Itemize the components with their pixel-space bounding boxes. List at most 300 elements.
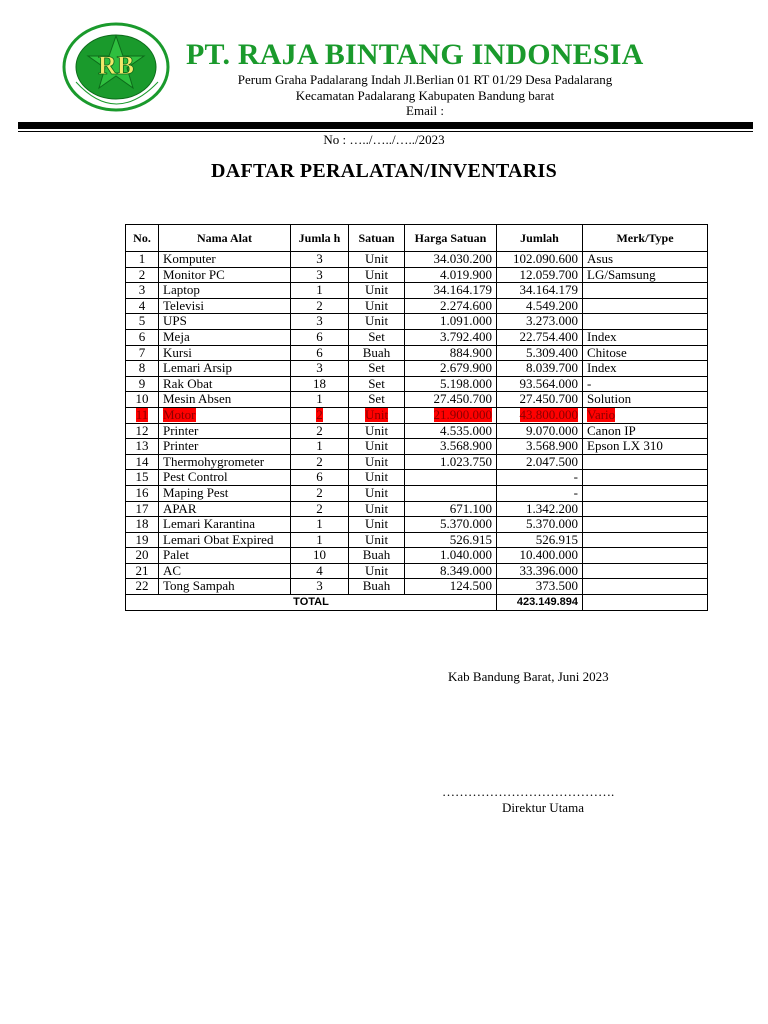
cell-nama-alat (159, 423, 291, 439)
document-title: DAFTAR PERALATAN/INVENTARIS (210, 160, 558, 182)
cell-merk-type (583, 485, 708, 501)
cell-jumlah (497, 470, 583, 486)
cell-jumlah-qty (291, 517, 349, 533)
header-jumlah-qty: Jumla h (291, 225, 349, 252)
cell-harga-satuan-text: 1.023.750 (440, 454, 492, 469)
cell-jumlah-text: 12.059.700 (519, 267, 578, 282)
table-row (126, 252, 708, 268)
cell-jumlah-text: 3.568.900 (526, 438, 578, 454)
cell-harga-satuan-text: 34.164.179 (433, 282, 492, 298)
table-row (126, 345, 708, 361)
cell-no-text: 8 (138, 360, 146, 376)
cell-jumlah (497, 376, 583, 392)
cell-jumlah (497, 501, 583, 517)
cell-merk-type (583, 329, 708, 345)
cell-nama-alat-text: Meja (163, 329, 190, 344)
signature-line: …………………………………. (442, 784, 615, 799)
cell-jumlah-qty-text: 4 (316, 563, 323, 578)
cell-jumlah-qty (291, 548, 349, 564)
cell-nama-alat (159, 501, 291, 517)
cell-merk-type-text: Solution (587, 391, 632, 407)
cell-harga-satuan (405, 517, 497, 533)
cell-merk-type (583, 283, 708, 299)
cell-nama-alat-text: Komputer (163, 251, 216, 266)
cell-jumlah-text: 34.164.179 (519, 282, 578, 298)
cell-jumlah-text: 1.342.200 (526, 501, 578, 516)
cell-jumlah (497, 485, 583, 501)
cell-jumlah-text: 373.500 (535, 578, 578, 594)
table-row (126, 267, 708, 283)
cell-nama-alat-text: Lemari Obat Expired (163, 532, 274, 547)
cell-nama-alat-text: AC (163, 563, 182, 578)
cell-no (126, 361, 159, 377)
cell-nama-alat (159, 579, 291, 595)
cell-jumlah-qty-text: 3 (316, 251, 323, 266)
header-no: No. (126, 225, 159, 252)
table-row (126, 470, 708, 486)
cell-jumlah (497, 267, 583, 283)
cell-satuan-text: Set (368, 360, 385, 376)
cell-harga-satuan-text: 2.274.600 (440, 298, 492, 313)
cell-jumlah-qty-text: 1 (316, 282, 323, 298)
cell-jumlah-text: 526.915 (535, 532, 578, 547)
cell-no (126, 470, 159, 486)
cell-nama-alat (159, 314, 291, 330)
email-line: Email : (406, 103, 444, 118)
cell-no-text: 18 (135, 516, 149, 532)
cell-satuan-text: Set (368, 391, 385, 407)
cell-satuan-text: Unit (364, 469, 389, 485)
cell-harga-satuan-text: 4.535.000 (440, 423, 492, 438)
cell-jumlah (497, 423, 583, 439)
cell-nama-alat-text: Laptop (163, 282, 200, 298)
cell-merk-type (583, 517, 708, 533)
cell-jumlah-qty (291, 329, 349, 345)
cell-satuan (349, 361, 405, 377)
cell-jumlah-qty-text: 1 (316, 516, 323, 532)
cell-harga-satuan (405, 501, 497, 517)
cell-no (126, 439, 159, 455)
table-row (126, 376, 708, 392)
cell-harga-satuan-text: 3.792.400 (440, 329, 492, 344)
cell-no-text: 16 (135, 485, 149, 500)
cell-jumlah-qty (291, 532, 349, 548)
cell-nama-alat-text: Palet (163, 547, 189, 563)
cell-merk-type-text: Asus (587, 251, 614, 266)
cell-satuan (349, 345, 405, 361)
cell-no-text: 14 (135, 454, 149, 469)
cell-no (126, 298, 159, 314)
company-logo-icon (62, 22, 170, 112)
cell-satuan-text: Unit (364, 267, 389, 282)
cell-jumlah-qty (291, 252, 349, 268)
cell-satuan-text: Unit (364, 298, 389, 313)
cell-harga-satuan-text: 526.915 (449, 532, 492, 547)
header-jumlah: Jumlah (497, 225, 583, 252)
cell-nama-alat (159, 470, 291, 486)
cell-harga-satuan (405, 548, 497, 564)
cell-jumlah-text: 102.090.600 (513, 251, 578, 266)
cell-no-text: 7 (138, 345, 146, 360)
cell-jumlah-qty (291, 314, 349, 330)
cell-jumlah (497, 361, 583, 377)
cell-no (126, 532, 159, 548)
cell-harga-satuan (405, 439, 497, 455)
cell-jumlah-qty-text: 2 (316, 501, 323, 516)
cell-merk-type (583, 563, 708, 579)
cell-jumlah-qty-text: 2 (316, 485, 323, 500)
cell-harga-satuan (405, 345, 497, 361)
cell-harga-satuan-text: 5.370.000 (440, 516, 492, 532)
cell-harga-satuan (405, 361, 497, 377)
cell-jumlah-qty-text: 2 (316, 298, 323, 313)
cell-nama-alat-text: UPS (163, 313, 187, 329)
cell-nama-alat (159, 252, 291, 268)
cell-no-text: 5 (138, 313, 146, 329)
cell-nama-alat (159, 563, 291, 579)
cell-nama-alat (159, 376, 291, 392)
cell-jumlah-text: 8.039.700 (526, 360, 578, 376)
cell-nama-alat-text: Lemari Karantina (163, 516, 256, 532)
cell-no (126, 454, 159, 470)
cell-jumlah-qty (291, 454, 349, 470)
cell-no (126, 283, 159, 299)
cell-jumlah-qty (291, 579, 349, 595)
cell-satuan-text: Set (368, 376, 385, 391)
cell-satuan (349, 329, 405, 345)
cell-jumlah-qty (291, 345, 349, 361)
cell-merk-type (583, 548, 708, 564)
inventory-table (125, 224, 708, 611)
cell-jumlah (497, 439, 583, 455)
cell-jumlah-qty (291, 423, 349, 439)
cell-harga-satuan-text: 21.900.000 (433, 407, 492, 422)
cell-jumlah-qty (291, 376, 349, 392)
cell-nama-alat-text: Thermohygrometer (163, 454, 265, 469)
cell-jumlah-qty-text: 2 (316, 423, 323, 438)
cell-satuan-text: Unit (364, 423, 389, 438)
total-label: TOTAL (126, 595, 497, 611)
table-row (126, 563, 708, 579)
cell-jumlah-qty (291, 439, 349, 455)
table-row (126, 501, 708, 517)
cell-jumlah (497, 517, 583, 533)
table-row (126, 548, 708, 564)
cell-satuan (349, 532, 405, 548)
cell-satuan-text: Unit (364, 485, 389, 500)
cell-satuan-text: Unit (364, 532, 389, 547)
cell-jumlah-text: 93.564.000 (519, 376, 578, 391)
cell-harga-satuan (405, 563, 497, 579)
cell-satuan-text: Unit (364, 282, 389, 298)
cell-harga-satuan (405, 454, 497, 470)
cell-harga-satuan (405, 283, 497, 299)
cell-no (126, 252, 159, 268)
cell-jumlah (497, 252, 583, 268)
cell-no-text: 6 (138, 329, 146, 344)
cell-satuan (349, 376, 405, 392)
cell-jumlah-qty (291, 485, 349, 501)
cell-harga-satuan-text: 1.040.000 (440, 547, 492, 563)
cell-no (126, 548, 159, 564)
cell-no-text: 10 (135, 391, 149, 407)
cell-satuan (349, 423, 405, 439)
cell-no-text: 1 (138, 251, 146, 266)
cell-jumlah-qty (291, 267, 349, 283)
cell-jumlah-text: 3.273.000 (526, 313, 578, 329)
cell-nama-alat (159, 407, 291, 423)
cell-merk-type (583, 314, 708, 330)
cell-nama-alat (159, 267, 291, 283)
cell-harga-satuan (405, 470, 497, 486)
cell-merk-type (583, 454, 708, 470)
header-merk-type: Merk/Type (583, 225, 708, 252)
cell-nama-alat (159, 361, 291, 377)
cell-jumlah-qty-text: 10 (313, 547, 326, 563)
cell-satuan (349, 407, 405, 423)
cell-satuan (349, 267, 405, 283)
cell-harga-satuan-text: 5.198.000 (440, 376, 492, 391)
cell-satuan-text: Unit (364, 438, 389, 454)
cell-no (126, 329, 159, 345)
cell-merk-type-text: Canon IP (587, 423, 636, 438)
cell-jumlah-qty-text: 3 (316, 267, 323, 282)
cell-no (126, 345, 159, 361)
cell-no (126, 392, 159, 408)
cell-harga-satuan (405, 298, 497, 314)
cell-nama-alat (159, 548, 291, 564)
table-row (126, 392, 708, 408)
cell-satuan (349, 579, 405, 595)
cell-nama-alat-text: APAR (163, 501, 197, 516)
cell-jumlah-qty (291, 298, 349, 314)
cell-no-text: 17 (135, 501, 149, 516)
cell-nama-alat (159, 345, 291, 361)
cell-satuan (349, 548, 405, 564)
table-header-row (126, 225, 708, 252)
cell-nama-alat (159, 532, 291, 548)
cell-jumlah-qty (291, 407, 349, 423)
cell-nama-alat-text: Lemari Arsip (163, 360, 232, 376)
header-nama-alat: Nama Alat (159, 225, 291, 252)
cell-nama-alat (159, 329, 291, 345)
cell-jumlah-text: 5.309.400 (526, 345, 578, 360)
table-row (126, 454, 708, 470)
cell-harga-satuan-text: 884.900 (449, 345, 492, 360)
cell-merk-type-text: - (587, 376, 592, 391)
cell-merk-type (583, 392, 708, 408)
cell-nama-alat-text: Tong Sampah (163, 578, 235, 594)
table-row (126, 517, 708, 533)
cell-satuan (349, 252, 405, 268)
cell-satuan (349, 283, 405, 299)
cell-no (126, 485, 159, 501)
cell-satuan-text: Buah (362, 345, 391, 360)
cell-merk-type (583, 345, 708, 361)
cell-no (126, 376, 159, 392)
cell-merk-type (583, 376, 708, 392)
cell-jumlah-qty-text: 1 (316, 438, 323, 454)
cell-satuan-text: Unit (364, 563, 389, 578)
cell-nama-alat (159, 283, 291, 299)
cell-merk-type-text: LG/Samsung (587, 267, 656, 282)
cell-satuan-text: Set (368, 329, 385, 344)
cell-harga-satuan (405, 532, 497, 548)
total-row (126, 595, 708, 611)
cell-harga-satuan-text: 8.349.000 (440, 563, 492, 578)
cell-merk-type (583, 532, 708, 548)
table-row (126, 485, 708, 501)
cell-jumlah-qty (291, 392, 349, 408)
cell-jumlah-qty-text: 6 (316, 469, 323, 485)
company-name: PT. RAJA BINTANG INDONESIA (186, 38, 644, 71)
document-number: No : …../…../…../2023 (323, 132, 445, 147)
cell-nama-alat-text: Pest Control (163, 469, 228, 485)
cell-harga-satuan (405, 407, 497, 423)
cell-merk-type (583, 423, 708, 439)
cell-satuan (349, 470, 405, 486)
cell-jumlah-text: 10.400.000 (519, 547, 578, 563)
table-row (126, 532, 708, 548)
cell-merk-type (583, 298, 708, 314)
cell-jumlah-qty-text: 6 (316, 345, 323, 360)
cell-nama-alat-text: Monitor PC (163, 267, 225, 282)
cell-nama-alat-text: Printer (163, 423, 199, 438)
cell-nama-alat-text: Motor (163, 407, 196, 422)
cell-harga-satuan-text: 2.679.900 (440, 360, 492, 376)
address-line-1: Perum Graha Padalarang Indah Jl.Berlian 01 RT 01/29 Desa Padalarang (237, 72, 613, 87)
cell-satuan (349, 485, 405, 501)
cell-jumlah (497, 283, 583, 299)
cell-jumlah-text: 27.450.700 (519, 391, 578, 407)
cell-satuan-text: Unit (364, 501, 389, 516)
cell-jumlah (497, 407, 583, 423)
table-row (126, 361, 708, 377)
cell-harga-satuan-text: 27.450.700 (433, 391, 492, 407)
cell-harga-satuan-text: 124.500 (449, 578, 492, 594)
cell-no-text: 2 (138, 267, 146, 282)
header-harga-satuan: Harga Satuan (405, 225, 497, 252)
cell-no-text: 12 (135, 423, 149, 438)
table-row (126, 423, 708, 439)
table-row (126, 439, 708, 455)
cell-jumlah (497, 329, 583, 345)
cell-harga-satuan (405, 267, 497, 283)
cell-no (126, 501, 159, 517)
cell-harga-satuan (405, 329, 497, 345)
cell-no (126, 267, 159, 283)
header-satuan: Satuan (349, 225, 405, 252)
cell-harga-satuan (405, 392, 497, 408)
cell-harga-satuan (405, 376, 497, 392)
cell-jumlah-qty-text: 3 (316, 360, 323, 376)
cell-harga-satuan-text: 34.030.200 (433, 251, 492, 266)
cell-jumlah (497, 345, 583, 361)
cell-nama-alat (159, 485, 291, 501)
cell-jumlah (497, 548, 583, 564)
cell-satuan-text: Unit (364, 407, 389, 422)
cell-merk-type (583, 470, 708, 486)
cell-satuan-text: Buah (362, 578, 391, 594)
cell-nama-alat (159, 439, 291, 455)
cell-satuan-text: Buah (362, 547, 391, 563)
cell-jumlah-text: 2.047.500 (526, 454, 578, 469)
cell-harga-satuan (405, 314, 497, 330)
cell-jumlah-qty (291, 361, 349, 377)
svg-text:RB: RB (97, 51, 135, 80)
cell-jumlah-text: 33.396.000 (519, 563, 578, 578)
cell-jumlah (497, 298, 583, 314)
cell-jumlah (497, 392, 583, 408)
signatory-title: Direktur Utama (502, 800, 584, 815)
cell-merk-type (583, 407, 708, 423)
cell-harga-satuan (405, 485, 497, 501)
cell-nama-alat-text: Maping Pest (163, 485, 229, 500)
cell-jumlah-qty-text: 18 (313, 376, 326, 391)
cell-no (126, 579, 159, 595)
cell-no (126, 517, 159, 533)
cell-merk-type (583, 579, 708, 595)
cell-merk-type (583, 439, 708, 455)
cell-merk-type-text: Vario (587, 407, 616, 422)
cell-harga-satuan-text: 4.019.900 (440, 267, 492, 282)
cell-jumlah-qty (291, 283, 349, 299)
cell-jumlah-text: 43.800.000 (519, 407, 578, 422)
cell-jumlah (497, 563, 583, 579)
cell-harga-satuan-text: 671.100 (449, 501, 492, 516)
cell-jumlah-qty (291, 470, 349, 486)
cell-jumlah-qty-text: 2 (316, 454, 323, 469)
cell-merk-type (583, 361, 708, 377)
cell-nama-alat (159, 517, 291, 533)
cell-no-text: 21 (135, 563, 149, 578)
address-line-2: Kecamatan Padalarang Kabupaten Bandung barat (295, 88, 555, 103)
cell-no-text: 11 (135, 407, 149, 422)
cell-jumlah-text: 9.070.000 (526, 423, 578, 438)
cell-no (126, 423, 159, 439)
cell-jumlah-qty-text: 1 (316, 391, 323, 407)
cell-nama-alat-text: Televisi (163, 298, 204, 313)
cell-satuan (349, 501, 405, 517)
cell-jumlah (497, 454, 583, 470)
cell-jumlah-qty-text: 3 (316, 313, 323, 329)
cell-jumlah-qty-text: 6 (316, 329, 323, 344)
cell-no (126, 563, 159, 579)
cell-jumlah-qty-text: 2 (316, 407, 323, 422)
cell-satuan (349, 392, 405, 408)
header-divider-thick (18, 122, 753, 129)
cell-nama-alat-text: Rak Obat (163, 376, 213, 391)
cell-no-text: 9 (138, 376, 146, 391)
total-empty-cell (583, 595, 708, 611)
cell-satuan (349, 314, 405, 330)
cell-jumlah-qty (291, 501, 349, 517)
table-row (126, 329, 708, 345)
cell-harga-satuan (405, 252, 497, 268)
cell-no-text: 20 (135, 547, 149, 563)
cell-nama-alat-text: Mesin Absen (163, 391, 232, 407)
cell-jumlah (497, 532, 583, 548)
cell-jumlah-text: 22.754.400 (519, 329, 578, 344)
cell-satuan (349, 454, 405, 470)
cell-harga-satuan (405, 423, 497, 439)
cell-satuan-text: Unit (364, 454, 389, 469)
cell-jumlah-text: - (573, 469, 578, 485)
cell-no-text: 4 (138, 298, 146, 313)
cell-jumlah-text: 5.370.000 (526, 516, 578, 532)
cell-harga-satuan-text: 3.568.900 (440, 438, 492, 454)
cell-nama-alat-text: Printer (163, 438, 199, 454)
